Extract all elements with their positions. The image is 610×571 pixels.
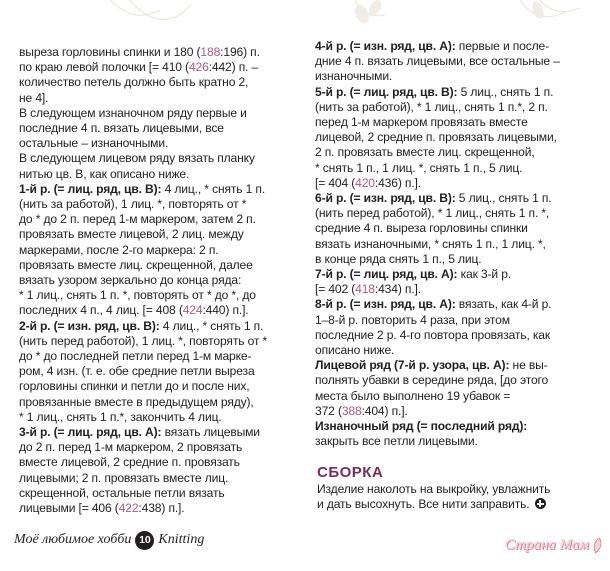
text-segment: вязать изнаночными, * снять 1 п., 1 лиц. *, — [315, 236, 546, 251]
text-line — [315, 145, 597, 160]
watermark — [505, 537, 604, 554]
text-line — [315, 191, 597, 206]
text-line — [19, 303, 304, 318]
size-value: 424 — [182, 303, 203, 318]
section-name: Knitting — [158, 532, 205, 547]
size-value: 418 — [355, 282, 375, 297]
text-segment: вместе лицевой, 2 средние п. провязать — [19, 455, 240, 470]
text-segment: 372 ( — [315, 403, 342, 418]
text-segment: 2 п. провязать вместе лиц. скрещенной, — [315, 145, 535, 160]
size-value: 188 — [200, 45, 221, 59]
text-line — [19, 212, 304, 227]
text-line — [19, 45, 304, 60]
text-segment: изнаночными. — [315, 69, 393, 84]
text-line — [19, 227, 304, 242]
size-value: 422 — [118, 501, 139, 516]
text-segment: :404) п.]. — [361, 403, 408, 418]
text-line — [19, 75, 304, 90]
text-segment: горловины спинки и петли до и после них, — [19, 379, 250, 394]
text-line — [19, 379, 304, 394]
text-segment: скрещенной, остальные петли вязать — [19, 485, 225, 500]
text-line — [315, 85, 597, 100]
text-line — [315, 419, 597, 434]
text-segment: лицевыми [= 406 ( — [19, 501, 119, 516]
text-segment: в конце ряда снять 1 п., 5 лиц. — [315, 251, 482, 266]
text-segment: не вы- — [509, 358, 548, 373]
text-segment: (нить за работой), 1 лиц. *, повторять от * — [19, 197, 247, 212]
row-heading: Изнаночный ряд (= последний ряд): — [315, 419, 528, 434]
text-line — [315, 39, 597, 54]
text-segment: дние 4 п. вязать лицевыми, все остальные – — [315, 54, 560, 69]
row-heading: 3-й р. (= лиц. ряд, цв. А): — [19, 425, 162, 440]
text-line — [19, 334, 304, 349]
text-line — [315, 373, 597, 388]
text-line — [19, 410, 304, 425]
text-segment: описано ниже. — [315, 343, 395, 358]
size-value: 426 — [188, 60, 209, 75]
text-segment: вязать, как 4-й р. — [455, 297, 552, 312]
text-line — [315, 161, 597, 176]
text-segment: :440) п.]. — [202, 303, 249, 318]
text-segment: лицевыми; 2 п. провязать вместе лиц. — [19, 470, 229, 485]
text-segment: вязать лицевыми — [161, 425, 260, 440]
text-segment: (нить перед работой), 1 лиц. *, повторять от * — [19, 333, 268, 348]
text-segment: последние 2 р. 4-го повтора провязать, как — [315, 327, 550, 342]
text-segment: не 4]. — [19, 90, 49, 105]
row-heading: 5-й р. (= лиц. ряд, цв. В): — [315, 84, 458, 99]
text-segment: В следующем лицевом ряду вязать планку — [19, 151, 255, 166]
text-line — [19, 106, 304, 121]
text-line — [19, 288, 304, 303]
text-segment: до * до последней петли перед 1-м марке- — [19, 349, 252, 364]
instructions-left-column — [19, 45, 304, 516]
row-heading: 8-й р. (= изн. ряд, цв. А): — [315, 297, 456, 312]
text-segment: :438) п.]. — [138, 501, 185, 516]
text-line — [315, 297, 597, 312]
text-segment: [= 404 ( — [315, 175, 356, 190]
row-heading: 2-й р. (= изн. ряд, цв. В): — [19, 318, 160, 333]
text-segment: 5 лиц., снять 1 п. — [455, 191, 552, 206]
text-line — [315, 282, 597, 297]
text-segment: :434) п.]. — [374, 282, 421, 297]
text-line — [315, 176, 597, 191]
text-line — [315, 358, 597, 373]
text-line — [19, 60, 304, 75]
text-line — [19, 455, 304, 470]
text-segment: лицевой, 2 средние п. провязать лицевыми, — [315, 130, 557, 145]
text-segment: ром, 4 изн. (т. е. обе средние петли выреза — [19, 364, 255, 379]
row-heading: 6-й р. (= изн. ряд, цв. В): — [315, 191, 456, 206]
text-segment: места было выполнено 19 убавок = — [315, 388, 511, 403]
text-segment: В следующем изнаночном ряду первые и — [19, 105, 247, 120]
assembly-heading: СБОРКА — [317, 464, 384, 481]
text-segment: закрыть все петли лицевыми. — [315, 434, 478, 449]
magazine-name: Моё любимое хобби — [14, 532, 132, 547]
text-segment: провязать вместе лиц. скрещенной, далее — [19, 257, 253, 272]
text-line — [315, 252, 597, 267]
text-line — [19, 136, 304, 151]
text-segment: * 1 лиц., снять 1 п.*, закончить 4 лиц. — [19, 409, 222, 424]
text-segment: * снять 1 п., 1 лиц. *, снять 1 п., 5 лиц. — [315, 160, 523, 175]
text-line — [19, 151, 304, 166]
text-line — [19, 197, 304, 212]
assembly-line: и дать высохнуть. Все нити заправить. — [317, 497, 550, 512]
text-line — [19, 425, 304, 440]
text-line — [19, 167, 304, 182]
text-line — [315, 130, 597, 145]
text-line — [19, 121, 304, 136]
page-footer — [14, 529, 204, 551]
text-line — [315, 100, 597, 115]
text-line — [19, 319, 304, 334]
assembly-text — [317, 482, 550, 513]
end-of-article-icon — [535, 498, 546, 509]
text-line — [315, 404, 597, 419]
text-segment: до * до 2 п. перед 1-м маркером, затем 2 п. — [19, 212, 256, 227]
text-segment: * 1 лиц., снять 1 п. *, повторять от * до *, до — [19, 288, 256, 303]
text-segment: провязанные вместе в предыдущем ряду), — [19, 394, 254, 409]
text-segment: остальные – изнаночными. — [19, 136, 169, 151]
text-segment: (нить за работой), * 1 лиц., снять 1 п.*, 2 п. — [315, 99, 548, 114]
instructions-right-column — [315, 39, 597, 449]
text-line — [315, 206, 597, 221]
text-line — [19, 91, 304, 106]
text-line — [315, 267, 597, 282]
text-line — [19, 501, 304, 516]
text-segment: 4 лиц., * снять 1 п. — [161, 181, 266, 196]
text-line — [19, 364, 304, 379]
text-segment: полнять убавки в середине ряда, [до этого — [315, 373, 549, 388]
text-line — [19, 440, 304, 455]
text-line — [315, 115, 597, 130]
text-segment: последних 4 п., 4 лиц. [= 408 ( — [19, 303, 183, 318]
text-line — [19, 243, 304, 258]
text-line — [315, 54, 597, 69]
text-line — [315, 237, 597, 252]
text-segment: провязать вместе лицевой, 2 лиц. между — [19, 227, 244, 242]
text-segment: первые и после- — [455, 39, 550, 53]
text-segment: :196) п. — [220, 45, 260, 59]
text-segment: 4 лиц., * снять 1 п. — [159, 318, 264, 333]
text-line — [19, 258, 304, 273]
size-value: 388 — [341, 403, 362, 418]
text-segment: средние 4 п. выреза горловины спинки — [315, 221, 528, 236]
row-heading: 7-й р. (= лиц. ряд, цв. А): — [315, 267, 458, 282]
text-segment: 1–8-й р. повторить 4 раза, при этом — [315, 312, 510, 327]
row-heading: Лицевой ряд (7-й р. узора, цв. А): — [315, 358, 510, 373]
text-segment: количество петель должно быть кратно 2, — [19, 75, 249, 90]
text-segment: 5 лиц., снять 1 п. — [457, 84, 554, 99]
text-segment: до 2 п. перед 1-м маркером, 2 провязать — [19, 440, 243, 455]
text-line — [315, 313, 597, 328]
row-heading: 1-й р. (= лиц. ряд, цв. В): — [19, 181, 162, 196]
page-number: 10 — [135, 531, 154, 550]
text-line — [19, 471, 304, 486]
text-segment: :442) п. – — [208, 60, 259, 75]
text-line — [19, 349, 304, 364]
text-line — [19, 182, 304, 197]
text-segment: :436) п.]. — [374, 175, 421, 190]
top-decorative-ornament — [0, 0, 610, 40]
text-segment: последние 4 п. вязать лицевыми, все — [19, 121, 224, 136]
text-segment: вязать узором зеркально до конца ряда: — [19, 273, 242, 288]
text-segment: маркерами, после 2-го маркера: 2 п. — [19, 242, 219, 257]
text-segment: [= 402 ( — [315, 282, 356, 297]
text-line — [315, 389, 597, 404]
text-segment: выреза горловины спинки и 180 ( — [19, 45, 201, 59]
text-line — [19, 395, 304, 410]
text-line — [315, 221, 597, 236]
text-segment: как 3-й р. — [457, 267, 511, 282]
watermark-text: Страна Мам — [504, 537, 589, 553]
text-line — [315, 328, 597, 343]
size-value: 420 — [355, 175, 375, 190]
text-segment: (нить перед работой), * 1 лиц., снять 1 п. *, — [315, 206, 550, 221]
text-segment: по краю левой полочки [= 410 ( — [19, 60, 189, 75]
text-line — [315, 69, 597, 84]
text-segment: нитью цв. В, как описано ниже. — [19, 166, 190, 181]
text-segment: перед 1-м маркером провязать вместе — [315, 115, 528, 130]
text-line — [315, 343, 597, 358]
row-heading: 4-й р. (= изн. ряд, цв. А): — [315, 39, 456, 53]
text-line — [19, 273, 304, 288]
assembly-line: Изделие наколоть на выкройку, увлажнить — [317, 482, 551, 496]
leaf-icon — [589, 537, 607, 555]
text-line — [315, 434, 597, 449]
text-line — [19, 486, 304, 501]
